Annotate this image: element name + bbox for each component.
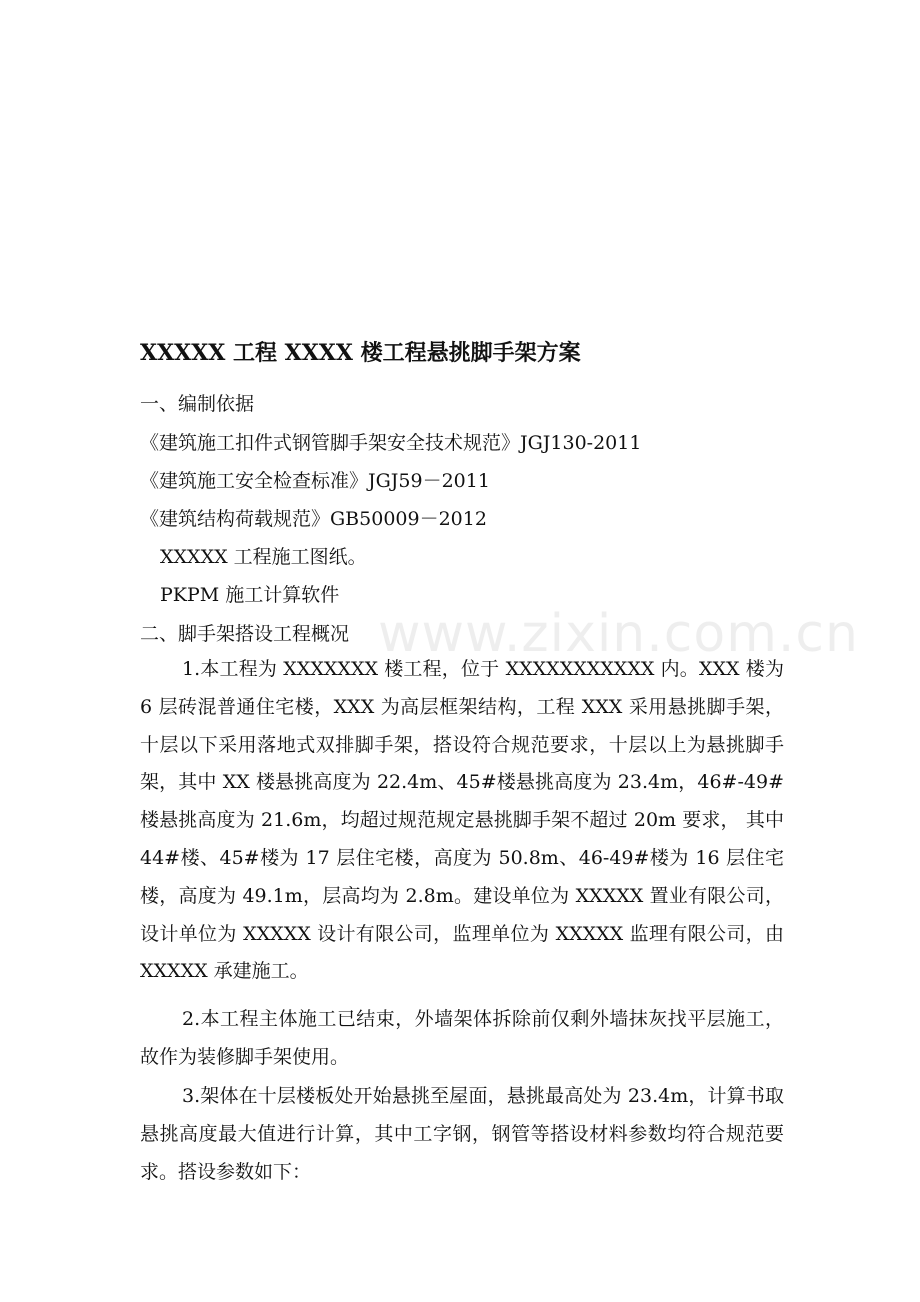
watermark-text: www.zixin.com.cn — [378, 604, 859, 664]
paragraph-project-overview: 1.本工程为 XXXXXXX 楼工程，位于 XXXXXXXXXXX 内。XXX 楼为 6 层砖混普通住宅楼，XXX 为高层框架结构，工程 XXX 采用悬挑脚手架，十层以下采用落地式双排脚手架，搭设符合规范要求，十层以上为悬挑脚手架，其中 XX 楼悬挑高度为 22.4m、45#楼悬挑高度为 23.4m，46#-49#楼悬挑高度为 21.6m，均超过规范规定悬挑脚手架不超过 20m 要求， 其中 44#楼、45#楼为 17 层住宅楼，高度为 50.8m、46-49#楼为 16 层住宅楼，高度为 49.1m，层高均为 2.8m。建设单位为 XXXXX 置业有限公司，设计单位为 XXXXX 设计有限公司，监理单位为 XXXXX 监理有限公司，由 XXXXX 承建施工。 — [140, 658, 784, 983]
paragraph-construction-status: 2.本工程主体施工已结束，外墙架体拆除前仅剩外墙抹灰找平层施工，故作为装修脚手架使用。 — [140, 1008, 784, 1068]
section-heading-basis: 一、编制依据 — [140, 393, 255, 415]
reference-item: XXXXX 工程施工图纸。 — [160, 546, 367, 568]
reference-item: 《建筑施工扣件式钢管脚手架安全技术规范》JGJ130-2011 — [140, 432, 642, 454]
document-title: XXXXX 工程 XXXX 楼工程悬挑脚手架方案 — [140, 340, 581, 366]
paragraph-cantilever-params: 3.架体在十层楼板处开始悬挑至屋面，悬挑最高处为 23.4m，计算书取悬挑高度最大值进行计算，其中工字钢，钢管等搭设材料参数均符合规范要求。搭设参数如下： — [140, 1085, 784, 1183]
section-heading-overview: 二、脚手架搭设工程概况 — [140, 623, 350, 645]
reference-item: 《建筑结构荷载规范》GB50009－2012 — [140, 508, 487, 530]
reference-item: PKPM 施工计算软件 — [160, 584, 340, 606]
reference-item: 《建筑施工安全检查标准》JGJ59－2011 — [140, 470, 490, 492]
